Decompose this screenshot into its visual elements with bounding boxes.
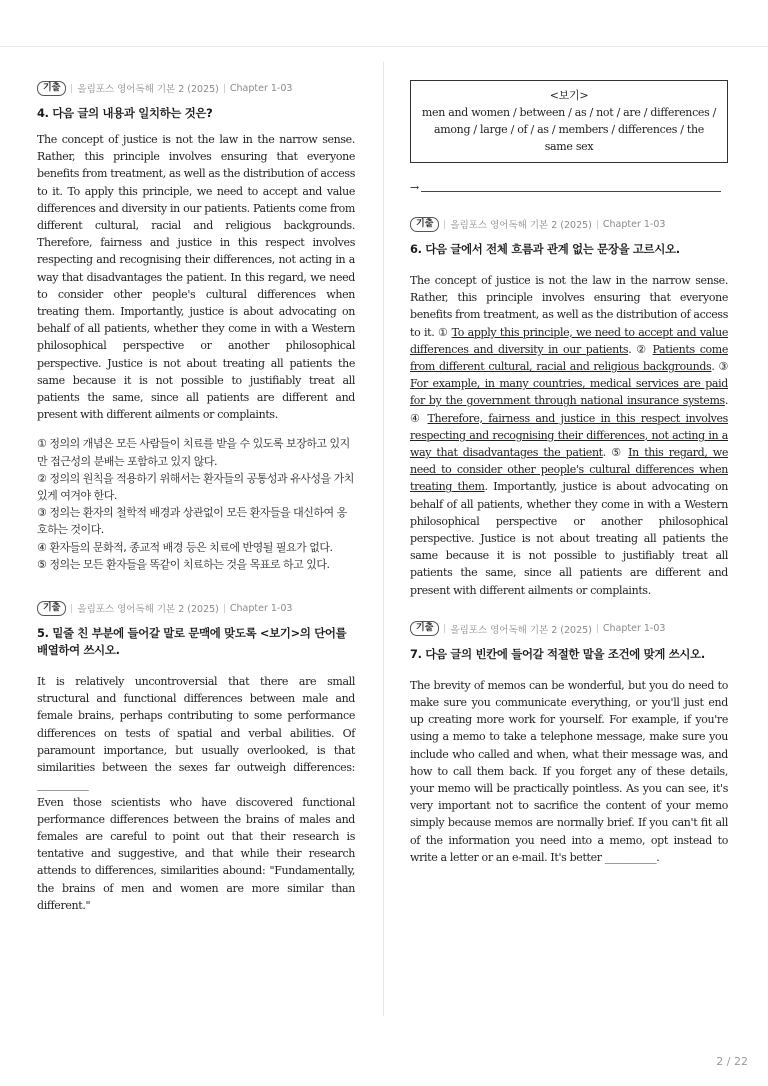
question-title: 6. 다음 글에서 전체 흐름과 관계 없는 문장을 고르시오.	[410, 242, 680, 256]
question-meta	[37, 600, 355, 616]
column-divider	[383, 62, 384, 1016]
marker-1: ①	[437, 325, 452, 339]
question-4	[37, 80, 355, 573]
question-passage: The concept of justice is not the law in the narrow sense. Rather, this principle involves ensuring that everyone benefits from treatment, as well as the distribution of access to it. ① To apply this principle, we need to accept and value differences and diversity in our patients. ② Patients come from different cultural, racial and religious backgrounds. ③ For example, in many countries, medical services are paid for by the government through national insurance systems. ④ Therefore, fairness and justice in this respect involves respecting and recognising their differences, not acting in a way that disadvantages the patient. ⑤ In this regard, we need to consider other people's cultural differences when treating them. Importantly, justice is about advocating on behalf of all patients, whether they come in with a Western philosophical perspective or another philosophical perspective. Justice is not about treating all patients the same because it is not possible to justifiably treat all patients the same, since all patients are different and present with different ailments or complaints.	[410, 274, 729, 597]
page-number: 2 / 22	[716, 1055, 748, 1068]
bogi-words: men and women / between / as / not / are / differences / among / large / of / as / members / differences / the same sex	[421, 106, 717, 153]
exam-badge: 기출	[37, 81, 66, 96]
question-passage: It is relatively uncontroversial that there are small structural and functional differences between male and female brains, perhaps contributing to some performance differences on tests of spatial and verbal abilities. Of paramount importance, but usually overlooked, is that similarities between the sexes far outweigh differences: __________	[37, 675, 355, 792]
marker-5: . ⑤	[602, 446, 629, 460]
exam-badge: 기출	[37, 601, 66, 616]
source-label: 올림포스 영어독해 기본 2 (2025)	[77, 84, 219, 95]
answer-line[interactable]	[410, 181, 728, 194]
top-divider	[0, 46, 768, 47]
sentence-4[interactable]: Therefore, fairness and justice in this respect involves respecting and recognising their differences, not acting in a way that disadvantages the patient	[410, 411, 728, 460]
marker-2: . ②	[628, 342, 653, 356]
choice-1[interactable]: ① 정의의 개념은 모든 사람들이 치료를 받을 수 있도록 보장하고 있지만 접근성의 분배는 포함하고 있지 않다.	[37, 437, 350, 468]
question-6	[410, 216, 728, 599]
question-passage-continued: Even those scientists who have discovered functional performance differences between the brains of males and females are careful to point out that their research is tentative and suggestive, and that while their research attends to differences, similarities abound: "Fundamentally, the brains of men and women are more similar than different."	[37, 795, 355, 912]
question-5	[37, 600, 355, 914]
chapter-label: Chapter 1-03	[602, 218, 666, 230]
question-meta	[37, 80, 355, 96]
arrow-icon: →	[410, 181, 420, 194]
choice-4[interactable]: ④ 환자들의 문화적, 종교적 배경 등은 치료에 반영될 필요가 없다.	[37, 540, 333, 554]
exam-badge: 기출	[410, 217, 439, 232]
question-title: 7. 다음 글의 빈칸에 들어갈 적절한 말을 조건에 맞게 쓰시오.	[410, 646, 705, 661]
choice-5[interactable]: ⑤ 정의는 모든 환자들을 똑같이 치료하는 것을 목표로 하고 있다.	[37, 557, 330, 571]
marker-3: . ③	[711, 360, 728, 374]
bogi-box	[410, 80, 728, 163]
choice-3[interactable]: ③ 정의는 환자의 철학적 배경과 상관없이 모든 환자들을 대신하여 옹호하는 것이다.	[37, 506, 347, 537]
marker-4: . ④	[410, 394, 728, 425]
question-title: 4. 다음 글의 내용과 일치하는 것은?	[37, 106, 213, 120]
bogi-title: <보기>	[549, 89, 589, 102]
choice-2[interactable]: ② 정의의 원칙을 적용하기 위해서는 환자들의 공통성과 유사성을 가치 있게 여겨야 한다.	[37, 471, 354, 503]
exam-badge: 기출	[410, 621, 439, 636]
answer-choices	[37, 435, 355, 573]
chapter-label: Chapter 1-03	[602, 623, 666, 635]
question-passage: The brevity of memos can be wonderful, but you do need to make sure you communicate everything, or you'll just end up creating more work for yourself. For example, if you're using a memo to take a telephone message, make sure you include who called and when, what their message was, and how to call them back. If you forget any of these details, your memo will be practically pointless. As you can see, it's very important not to sacrifice the content of your memo simply because memos are normally brief. If you can't fit all of the information you need into a memo, opt instead to write a letter or an e-mail. It's better __________.	[410, 678, 728, 864]
sentence-2[interactable]: Patients come from different cultural, racial and religious backgrounds	[410, 342, 729, 374]
sentence-1[interactable]: To apply this principle, we need to accept and value differences and diversity in our patients	[410, 325, 728, 356]
left-column	[37, 80, 355, 914]
chapter-label: Chapter 1-03	[229, 602, 293, 614]
source-label: 올림포스 영어독해 기본 2 (2025)	[450, 220, 592, 231]
question-7	[410, 621, 728, 866]
sentence-5[interactable]: In this regard, we need to consider other people's cultural differences when treating them	[410, 446, 728, 494]
sentence-3[interactable]: For example, in many countries, medical services are paid for by the government through national insurance systems	[410, 377, 728, 408]
source-label: 올림포스 영어독해 기본 2 (2025)	[450, 624, 592, 636]
answer-blank[interactable]	[421, 183, 721, 192]
chapter-label: Chapter 1-03	[229, 82, 293, 94]
question-passage: The concept of justice is not the law in the narrow sense. Rather, this principle involves ensuring that everyone benefits from treatment, as well as the distribution of access to it. To apply this principle, we need to accept and value differences and diversity in our patients. Patients come from different cultural, racial and religious backgrounds. Therefore, fairness and justice in this respect involves respecting and recognising their differences, not acting in a way that disadvantages the patient. In this regard, we need to consider other people's cultural differences when treating them. Importantly, justice is about advocating on behalf of all patients, whether they come in with a Western philosophical perspective or another philosophical perspective. Justice is not about treating all patients the same because it is not possible to justifiably treat all patients the same, since all patients are different and present with different ailments or complaints.	[37, 133, 355, 422]
question-meta	[410, 621, 728, 637]
right-column	[410, 80, 728, 866]
question-meta	[410, 216, 728, 232]
source-label: 올림포스 영어독해 기본 2 (2025)	[77, 604, 219, 616]
question-title: 5. 밑줄 친 부분에 들어갈 말로 문맥에 맞도록 <보기>의 단어를 배열하여 쓰시오.	[37, 626, 347, 658]
